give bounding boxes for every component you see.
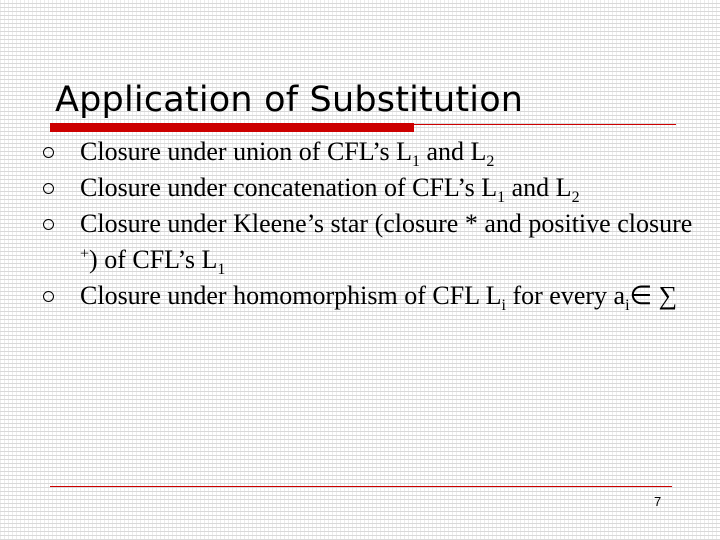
bullet-text: Closure under homomorphism of CFL L	[80, 281, 502, 310]
bullet-item	[40, 170, 700, 206]
bullet-text: and L	[419, 137, 487, 166]
circle-bullet-icon	[43, 291, 54, 302]
subscript: 2	[486, 153, 495, 171]
bullet-list	[40, 134, 700, 314]
subscript: 2	[571, 189, 580, 207]
subscript: i	[625, 297, 630, 315]
bullet-text: Closure under Kleene’s star (closure * and positive closure	[80, 209, 693, 238]
page-number: 7	[654, 494, 662, 509]
circle-bullet-icon	[43, 147, 54, 158]
superscript: +	[80, 245, 90, 263]
bullet-item	[40, 278, 700, 314]
subscript: 1	[411, 153, 420, 171]
title-underline-rule	[50, 124, 676, 125]
slide-title: Application of Substitution	[55, 80, 524, 120]
bullet-text: for every a	[505, 281, 626, 310]
bullet-text: ∈ ∑	[629, 281, 678, 310]
circle-bullet-icon	[43, 219, 54, 230]
subscript: 1	[497, 189, 506, 207]
subscript: 1	[217, 261, 226, 279]
bullet-text: ) of CFL’s L	[89, 245, 218, 274]
bullet-text: Closure under concatenation of CFL’s L	[80, 173, 498, 202]
bullet-text: and L	[505, 173, 572, 202]
circle-bullet-icon	[43, 183, 54, 194]
bullet-item	[40, 206, 700, 278]
footer-rule	[50, 486, 672, 487]
bullet-text: Closure under union of CFL’s L	[80, 137, 412, 166]
bullet-item	[40, 134, 700, 170]
subscript: i	[501, 297, 506, 315]
